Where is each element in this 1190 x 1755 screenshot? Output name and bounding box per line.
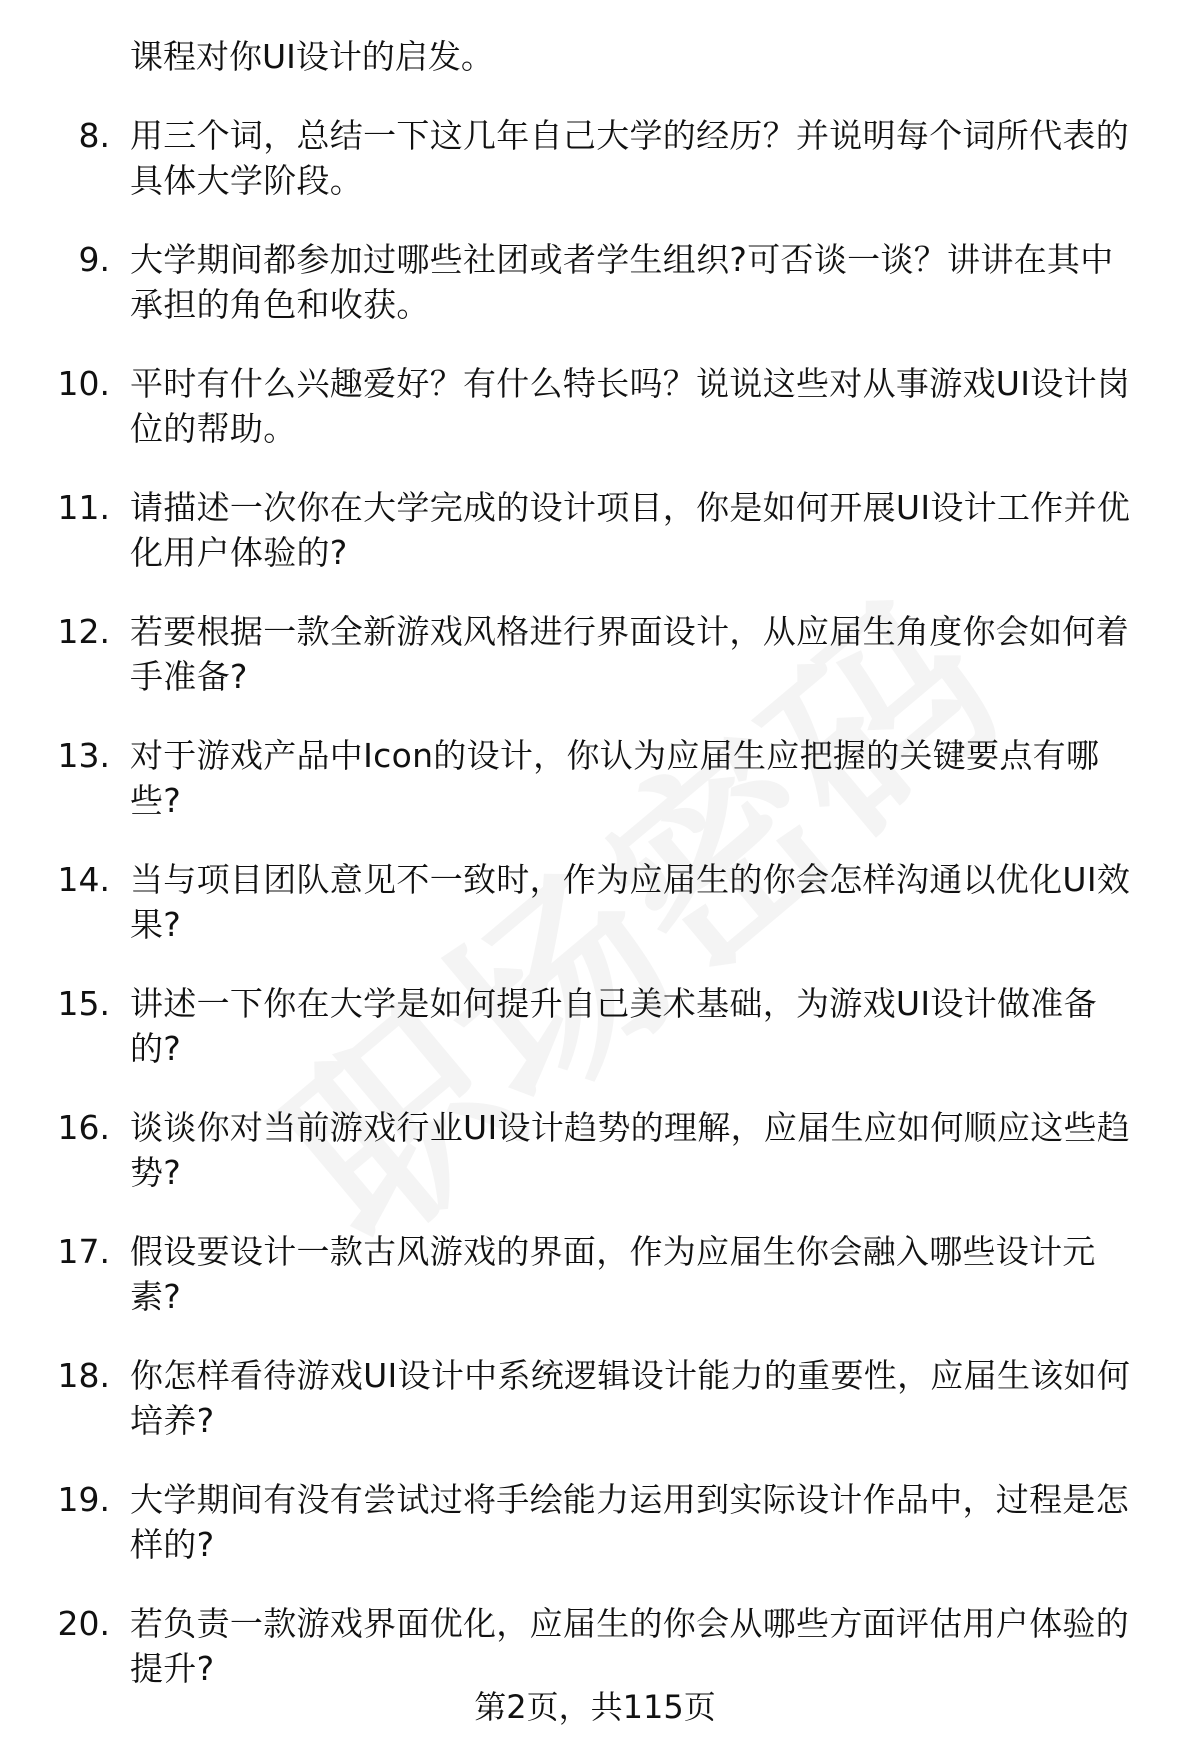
question-text: 谈谈你对当前游戏行业UI设计趋势的理解，应届生应如何顺应这些趋势? [130,1108,1131,1192]
question-number: 19. [57,1480,110,1519]
question-list [0,113,1190,1691]
continued-text: 课程对你UI设计的启发。 [130,37,494,76]
question-item [0,1477,1190,1567]
question-text: 讲述一下你在大学是如何提升自己美术基础，为游戏UI设计做准备的? [130,984,1097,1068]
question-number: 12. [57,612,110,651]
question-item [0,113,1190,203]
page-footer: 第2页，共115页 [474,1688,716,1726]
question-number: 20. [57,1604,110,1643]
question-text: 若负责一款游戏界面优化，应届生的你会从哪些方面评估用户体验的提升? [130,1604,1129,1688]
question-item [0,485,1190,575]
question-number: 11. [57,488,110,527]
question-text: 大学期间有没有尝试过将手绘能力运用到实际设计作品中，过程是怎样的? [130,1480,1129,1564]
question-item [0,1105,1190,1195]
question-item [0,1353,1190,1443]
question-number: 17. [57,1232,110,1271]
question-item [0,981,1190,1071]
question-number: 14. [57,860,110,899]
question-text: 用三个词，总结一下这几年自己大学的经历？并说明每个词所代表的具体大学阶段。 [130,116,1129,200]
question-number: 13. [57,736,110,775]
question-item [0,733,1190,823]
question-item [0,1601,1190,1691]
question-text: 大学期间都参加过哪些社团或者学生组织?可否谈一谈？讲讲在其中承担的角色和收获。 [130,240,1114,324]
question-item [0,1229,1190,1319]
question-number: 10. [57,364,110,403]
question-item [0,609,1190,699]
question-text: 平时有什么兴趣爱好？有什么特长吗？说说这些对从事游戏UI设计岗位的帮助。 [130,364,1131,448]
question-item [0,237,1190,327]
question-text: 假设要设计一款古风游戏的界面，作为应届生你会融入哪些设计元素? [130,1232,1096,1316]
question-text: 对于游戏产品中Icon的设计，你认为应届生应把握的关键要点有哪些? [130,736,1100,820]
question-text: 若要根据一款全新游戏风格进行界面设计，从应届生角度你会如何着手准备? [130,612,1129,696]
question-number: 8. [78,116,110,155]
question-text: 你怎样看待游戏UI设计中系统逻辑设计能力的重要性，应届生该如何培养? [130,1356,1131,1440]
question-number: 15. [57,984,110,1023]
question-number: 9. [78,240,110,279]
question-item [0,361,1190,451]
question-text: 请描述一次你在大学完成的设计项目，你是如何开展UI设计工作并优化用户体验的? [130,488,1131,572]
question-number: 18. [57,1356,110,1395]
question-item [0,857,1190,947]
question-list-container [0,34,1190,1725]
question-text: 当与项目团队意见不一致时，作为应届生的你会怎样沟通以优化UI效果? [130,860,1131,944]
question-number: 16. [57,1108,110,1147]
